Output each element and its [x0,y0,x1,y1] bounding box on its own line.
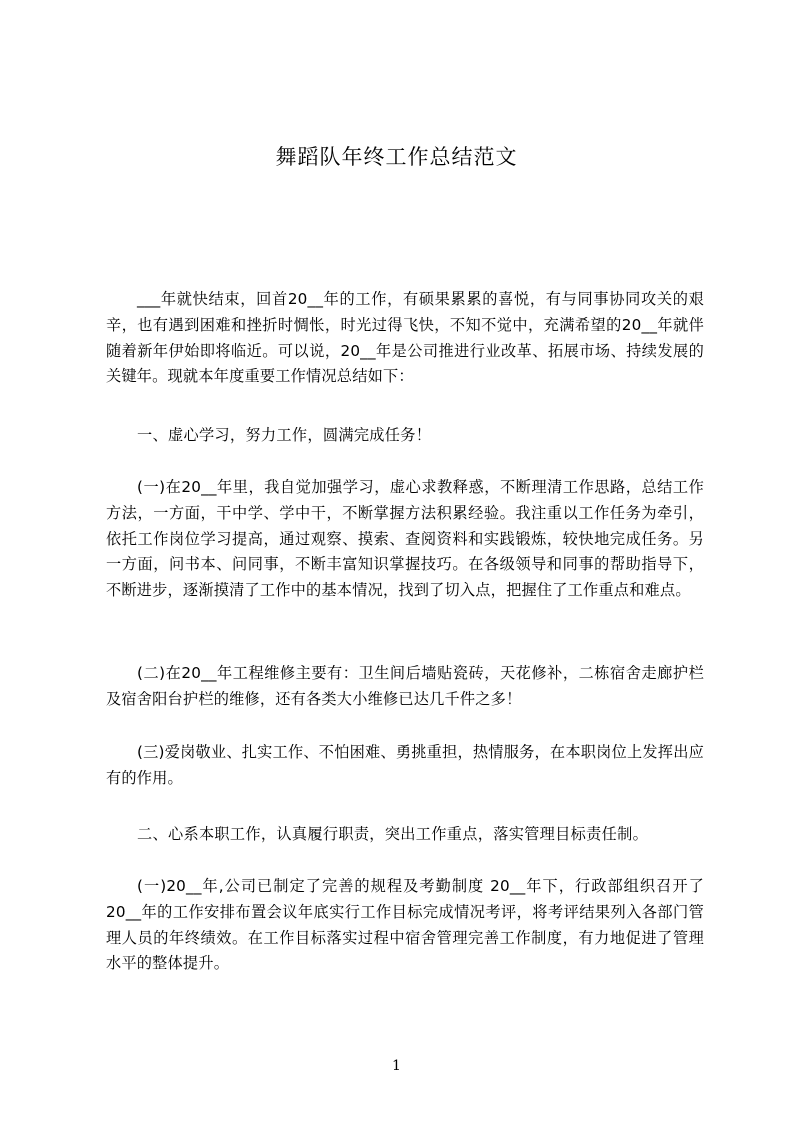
section-2-heading: 二、心系本职工作，认真履行职责，突出工作重点，落实管理目标责任制。 [137,825,649,843]
section-1-paragraph-3: (三)爱岗敬业、扎实工作、不怕困难、勇挑重担，热情服务，在本职岗位上发挥出应有的作用。 [106,743,704,787]
section-1-heading: 一、虚心学习，努力工作，圆满完成任务！ [137,426,432,444]
intro-paragraph: ___年就快结束，回首20__年的工作，有硕果累累的喜悦，有与同事协同攻关的艰辛，也有遇到困难和挫折时惆怅，时光过得飞快，不知不觉中，充满希望的20__年就伴随着新年伊始即将临近。可以说，20__年是公司推进行业改革、拓展市场、持续发展的关键年。现就本年度重要工作情况总结如下： [106,290,704,386]
page-number: 1 [392,1058,401,1074]
section-2-paragraph-1: (一)20__年,公司已制定了完善的规程及考勤制度 20__年下，行政部组织召开了20__年的工作安排布置会议年底实行工作目标完成情况考评，将考评结果列入各部门管理人员的年终绩效。在工作目标落实过程中宿舍管理完善工作制度，有力地促进了管理水平的整体提升。 [106,877,704,973]
section-1-paragraph-1: (一)在20__年里，我自觉加强学习，虚心求教释惑，不断理清工作思路，总结工作方法，一方面，干中学、学中干，不断掌握方法积累经验。我注重以工作任务为牵引，依托工作岗位学习提高，通过观察、摸索、查阅资料和实践锻炼，较快地完成任务。另一方面，问书本、问同事，不断丰富知识掌握技巧。在各级领导和同事的帮助指导下，不断进步，逐渐摸清了工作中的基本情况，找到了切入点，把握住了工作重点和难点。 [106,478,704,600]
document-title: 舞蹈队年终工作总结范文 [275,145,518,169]
section-1-paragraph-2: (二)在20__年工程维修主要有：卫生间后墙贴瓷砖，天花修补，二栋宿舍走廊护栏及宿舍阳台护栏的维修，还有各类大小维修已达几千件之多！ [106,664,704,708]
